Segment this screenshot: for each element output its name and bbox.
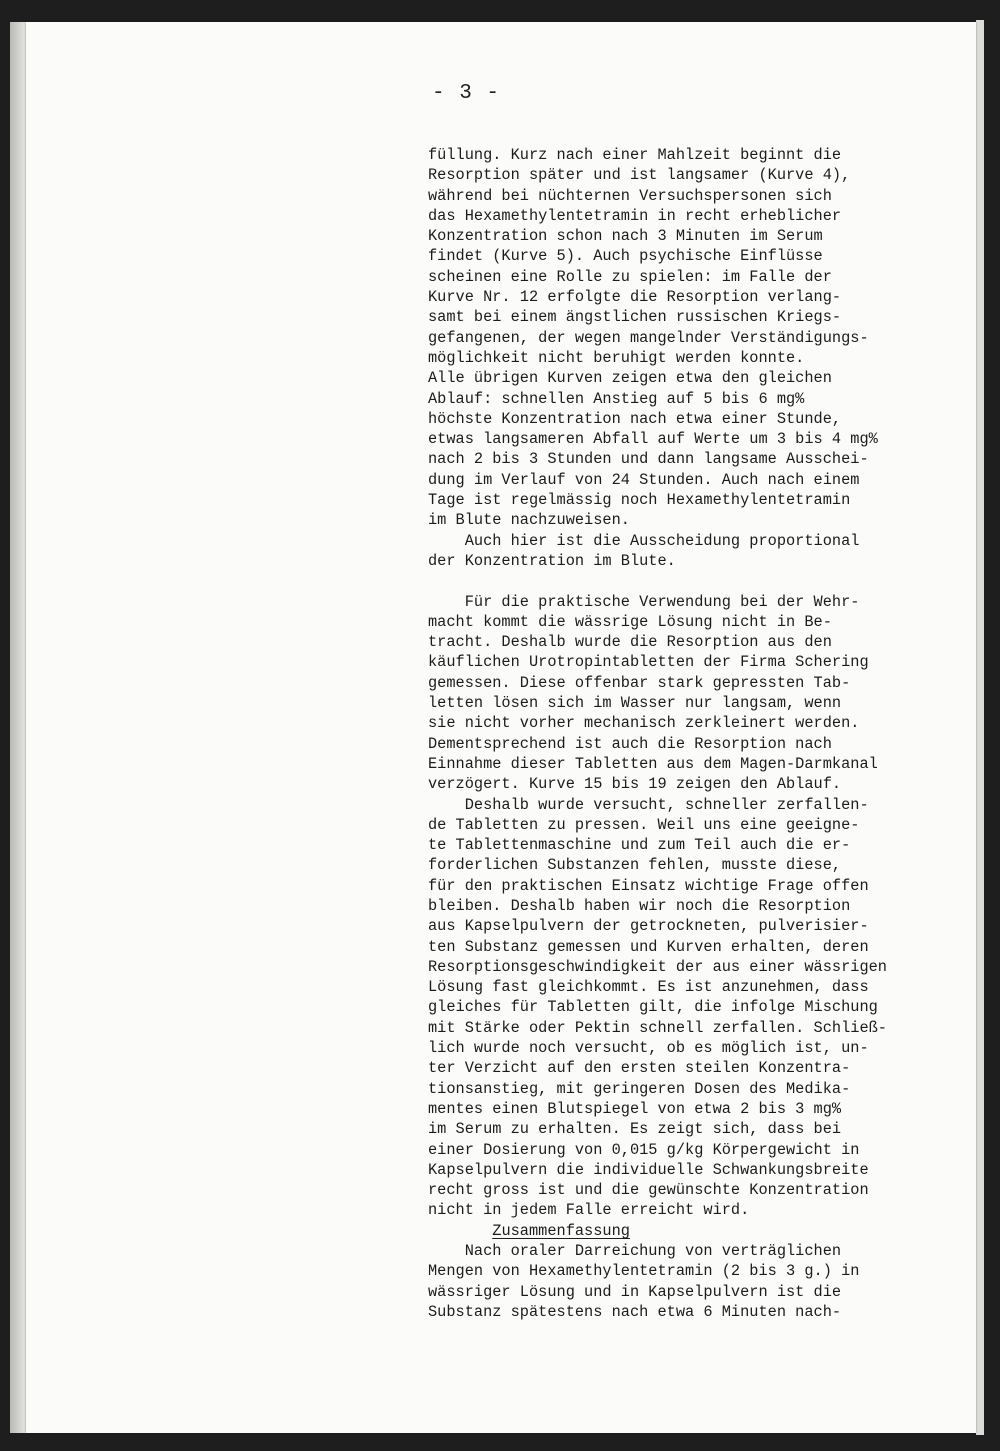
text-line: tracht. Deshalb wurde die Resorption aus den [428, 633, 832, 652]
text-line: samt bei einem ängstlichen russischen Kriegs- [428, 308, 842, 327]
text-line: Konzentration schon nach 3 Minuten im Serum [428, 227, 823, 246]
text-line: nach 2 bis 3 Stunden und dann langsame Ausschei- [428, 450, 869, 469]
text-line: Für die praktische Verwendung bei der Wehr- [428, 592, 860, 611]
text-line: ter Verzicht auf den ersten steilen Konzentra- [428, 1059, 851, 1078]
text-line: macht kommt die wässrige Lösung nicht in Be- [428, 612, 832, 631]
text-line: einer Dosierung von 0,015 g/kg Körpergewicht in [428, 1140, 860, 1159]
text-line: forderlichen Substanzen fehlen, musste diese, [428, 856, 842, 875]
text-line: Auch hier ist die Ausscheidung proportional [428, 531, 860, 550]
text-line: käuflichen Urotropintabletten der Firma Schering [428, 653, 869, 672]
text-line: der Konzentration im Blute. [428, 551, 676, 570]
text-line: gefangenen, der wegen mangelnder Verständigungs- [428, 328, 869, 347]
text-line: Resorptionsgeschwindigkeit der aus einer wässrigen [428, 957, 887, 976]
text-line: tionsanstieg, mit geringeren Dosen des Medika- [428, 1079, 851, 1098]
page-number: - 3 - [432, 82, 501, 105]
text-line: ten Substanz gemessen und Kurven erhalten, deren [428, 937, 869, 956]
text-line: Resorption später und ist langsamer (Kurve 4), [428, 166, 851, 185]
heading-indent [428, 1222, 492, 1240]
text-line: höchste Konzentration nach etwa einer Stunde, [428, 409, 842, 428]
section-heading-line [428, 1221, 976, 1241]
page-edge [976, 20, 984, 1435]
text-line: mit Stärke oder Pektin schnell zerfallen. Schließ- [428, 1018, 887, 1037]
text-line: Ablauf: schnellen Anstieg auf 5 bis 6 mg% [428, 389, 805, 408]
text-line: möglichkeit nicht beruhigt werden konnte. [428, 348, 805, 367]
text-line: mentes einen Blutspiegel von etwa 2 bis 3 mg% [428, 1099, 842, 1118]
text-line: Kapselpulvern die individuelle Schwankungsbreite [428, 1160, 869, 1179]
text-line: Einnahme dieser Tabletten aus dem Magen-Darmkanal [428, 754, 878, 773]
summary-heading: Zusammenfassung [492, 1221, 630, 1240]
text-line: lich wurde noch versucht, ob es möglich ist, un- [428, 1039, 869, 1058]
text-line: nicht in jedem Falle erreicht wird. [428, 1201, 750, 1220]
text-line: während bei nüchternen Versuchspersonen sich [428, 186, 832, 205]
text-line: Lösung fast gleichkommt. Es ist anzunehmen, dass [428, 978, 869, 997]
body-text [428, 145, 976, 1322]
text-line: Alle übrigen Kurven zeigen etwa den gleichen [428, 369, 832, 388]
text-line: etwas langsameren Abfall auf Werte um 3 bis 4 mg% [428, 430, 878, 449]
binding-edge [10, 22, 26, 1433]
summary-line: wässriger Lösung und in Kapselpulvern ist die [428, 1282, 842, 1301]
text-line: Tage ist regelmässig noch Hexamethylentetramin [428, 491, 851, 510]
text-line: gleiches für Tabletten gilt, die infolge Mischung [428, 998, 878, 1017]
text-line [428, 571, 976, 591]
text-line: das Hexamethylentetramin in recht erheblicher [428, 206, 842, 225]
text-line: Deshalb wurde versucht, schneller zerfallen- [428, 795, 869, 814]
text-line: verzögert. Kurve 15 bis 19 zeigen den Ablauf. [428, 775, 842, 794]
text-line: bleiben. Deshalb haben wir noch die Resorption [428, 896, 851, 915]
text-line: füllung. Kurz nach einer Mahlzeit beginnt die [428, 146, 842, 164]
text-line: im Serum zu erhalten. Es zeigt sich, dass bei [428, 1120, 842, 1139]
text-line: te Tablettenmaschine und zum Teil auch die er- [428, 836, 851, 855]
text-line: scheinen eine Rolle zu spielen: im Falle der [428, 267, 832, 286]
text-line: letten lösen sich im Wasser nur langsam, wenn [428, 694, 842, 713]
text-line: recht gross ist und die gewünschte Konzentration [428, 1181, 869, 1200]
summary-line: Mengen von Hexamethylentetramin (2 bis 3 g.) in [428, 1262, 860, 1281]
text-line: findet (Kurve 5). Auch psychische Einflüsse [428, 247, 823, 266]
text-line: aus Kapselpulvern der getrockneten, pulverisier- [428, 917, 869, 936]
text-line: Kurve Nr. 12 erfolgte die Resorption verlang- [428, 288, 842, 307]
text-line: für den praktischen Einsatz wichtige Frage offen [428, 876, 869, 895]
text-line: de Tabletten zu pressen. Weil uns eine geeigne- [428, 815, 860, 834]
summary-line: Nach oraler Darreichung von verträglichen [428, 1242, 842, 1261]
summary-line: Substanz spätestens nach etwa 6 Minuten nach- [428, 1302, 842, 1321]
text-line: im Blute nachzuweisen. [428, 511, 630, 530]
text-line: gemessen. Diese offenbar stark gepressten Tab- [428, 673, 851, 692]
text-line: sie nicht vorher mechanisch zerkleinert werden. [428, 714, 860, 733]
text-line: dung im Verlauf von 24 Stunden. Auch nach einem [428, 470, 860, 489]
text-line: Dementsprechend ist auch die Resorption nach [428, 734, 832, 753]
